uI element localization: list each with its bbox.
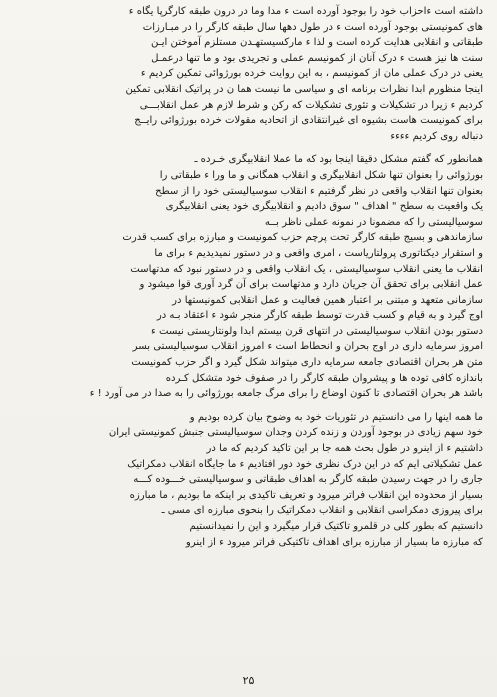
text-line: و استقرار دیکتاتوری پرولتاریاست ، امری واقعی و در دستور نمیدیدیم ء برای ما	[154, 247, 483, 259]
paragraph-gap	[14, 402, 483, 410]
text-line: بعنوان تنها انقلاب واقعی در نظر گرفتیم ء انقلاب سوسیالیستی خود را از سطح	[155, 185, 483, 197]
text-line: باشد هر بحران اقتصادی تا کنون اوضاع را برای مرگ جامعه بورژوائی را به صدا در می آورد ! ء	[89, 388, 483, 400]
text-line: کردیم ء زیرا در تشکیلات و تئوری تشکیلات که رکن و شرط لازم هر عمل انقلابـــی	[139, 99, 483, 111]
text-line: اینجا منظورم ابدا نظرات برنامه ای و سیاسی ما نیست هما ن در پراتیک انقلابی تمکین	[125, 83, 483, 95]
text-line: بورژوائی را بعنوان تنها شکل انقلابیگری و انقلاب همگانی و ما ورا ء طبقاتی را	[159, 169, 483, 181]
text-line: برای پیروزی دمکراسی انقلابی و انقلاب دمکراتیک را بنحوی مبارزه ای مسی ـ	[161, 505, 483, 517]
text-line: جاری را در جهت رسیدن طبقه کارگر به اهداف طبقاتی و سوسیالیستی خـــوده کـــه	[133, 474, 483, 486]
text-line: سنت ها نیز هست ء درک آنان از کمونیسم عملی و تجریدی بود و ما تنها درعمـل	[151, 52, 483, 64]
text-line: دنباله روی کردیم ءءءء	[390, 130, 483, 142]
text-line: طبقاتی و انقلابی هدایت کرده است و لذا ء مارکسیستهـدن مستلزم آموختن ایـن	[151, 37, 483, 49]
paragraph-gap	[14, 144, 483, 152]
text-line: یعنی در درک عملی مان از کمونیسم ، به این روایت خرده بورژوائی تمکین کردیم ء	[140, 68, 483, 80]
text-line: عمل تشکیلاتی ایم که در این درک نظری خود دور افتادیم ء ما جایگاه انقلاب دمکراتیک	[127, 458, 483, 470]
text-line: سازماندهی و بسیج طبقه کارگر تحت پرچم حزب کمونیست و مبارزه برای کسب قدرت	[122, 232, 483, 244]
text-line: بسیار از محدوده این انقلاب فراتر میرود و تعریف تاکیدی بر اینکه ما بودیم ، ما مبارزه	[129, 489, 483, 501]
page-number: ۲۵	[242, 674, 255, 687]
paragraph-1	[14, 4, 483, 144]
text-line: یک واقعیت به سطح " اهداف " سوق دادیم و انقلابیگری خود یعنی انقلابیگری	[165, 201, 483, 213]
text-line: انقلاب ما یعنی انقلاب سوسیالیستی ، یک انقلاب واقعی و در دستور نبود که مدتهاست	[130, 263, 483, 275]
text-line: متن هر بحران اقتصادی جامعه سرمایه داری میتواند شکل گیرد و اگر حزب کمونیست	[131, 357, 483, 369]
text-line: امروز سرمایه داری در اوج بحران و انحطاط است ء امروز انقلاب سوسیالیستی بسر	[132, 341, 483, 353]
text-line: برای کمونیست هاست بشیوه ای غیرانتقادی از اتحادیه مقولات خرده بورژوائی رایــج	[134, 115, 483, 127]
text-line: عمل انقلابی برای تحقق آن جریان دارد و مدتهاست برای آن گرد آوری قوا میشود و	[139, 279, 483, 291]
text-line: ما همه اینها را می دانستیم در تئوریات خود به وضوح بیان کرده بودیم و	[189, 411, 483, 423]
text-line: داشته است ءاحزاب خود را بوجود آورده است ء مدا وما در درون طبقه کارگرپا یگاه ء	[128, 6, 483, 17]
text-line: که مبارزه ما بسیار از مبارزه برای اهداف تاکتیکی فراتر میرود ء از اینرو	[185, 536, 483, 548]
paragraph-3	[14, 410, 483, 550]
text-line: دستور بودن انقلاب سوسیالیستی در انتهای قرن بیستم ابدا ولونتاریستی نیست ء	[151, 325, 483, 337]
text-line: سوسیالیستی را که مضمونا در نمونه عملی ناظر بــه	[264, 216, 483, 228]
text-line: خود سهم زیادی در بوجود آوردن و زنده کردن وجدان سوسیالیستی جنبش کمونیستی ایران	[108, 427, 483, 439]
text-line: های کمونیستی بوجود آورده است ء در طول دهها سال طبقه کارگر را در مبـارزات	[142, 21, 483, 33]
text-line: اوج گیرد و به قیام و کسب قدرت توسط طبقه کارگر منجر شود ء اعتقاد بـه در	[156, 310, 483, 322]
text-line: داشتیم ء از اینرو در طول بحث همه جا بر این تاکید کردیم که ما در	[206, 443, 483, 455]
text-line: دانستیم که بطور کلی در قلمرو تاکتیک قرار میگیرد و این را نمیدانستیم	[189, 521, 483, 532]
text-line: باندازه کافی توده ها و پیشروان طبقه کارگر را در صفوف خود متشکل کـرده	[165, 372, 483, 384]
text-line: سازمانی متعهد و مبتنی بر اعتبار همین فعالیت و عمل انقلابی کمونیستها در	[172, 294, 483, 306]
text-line: همانطور که گفتم مشکل دقیقا اینجا بود که ما عملا انقلابیگری خـرده ـ	[194, 154, 483, 166]
paragraph-2	[14, 152, 483, 402]
